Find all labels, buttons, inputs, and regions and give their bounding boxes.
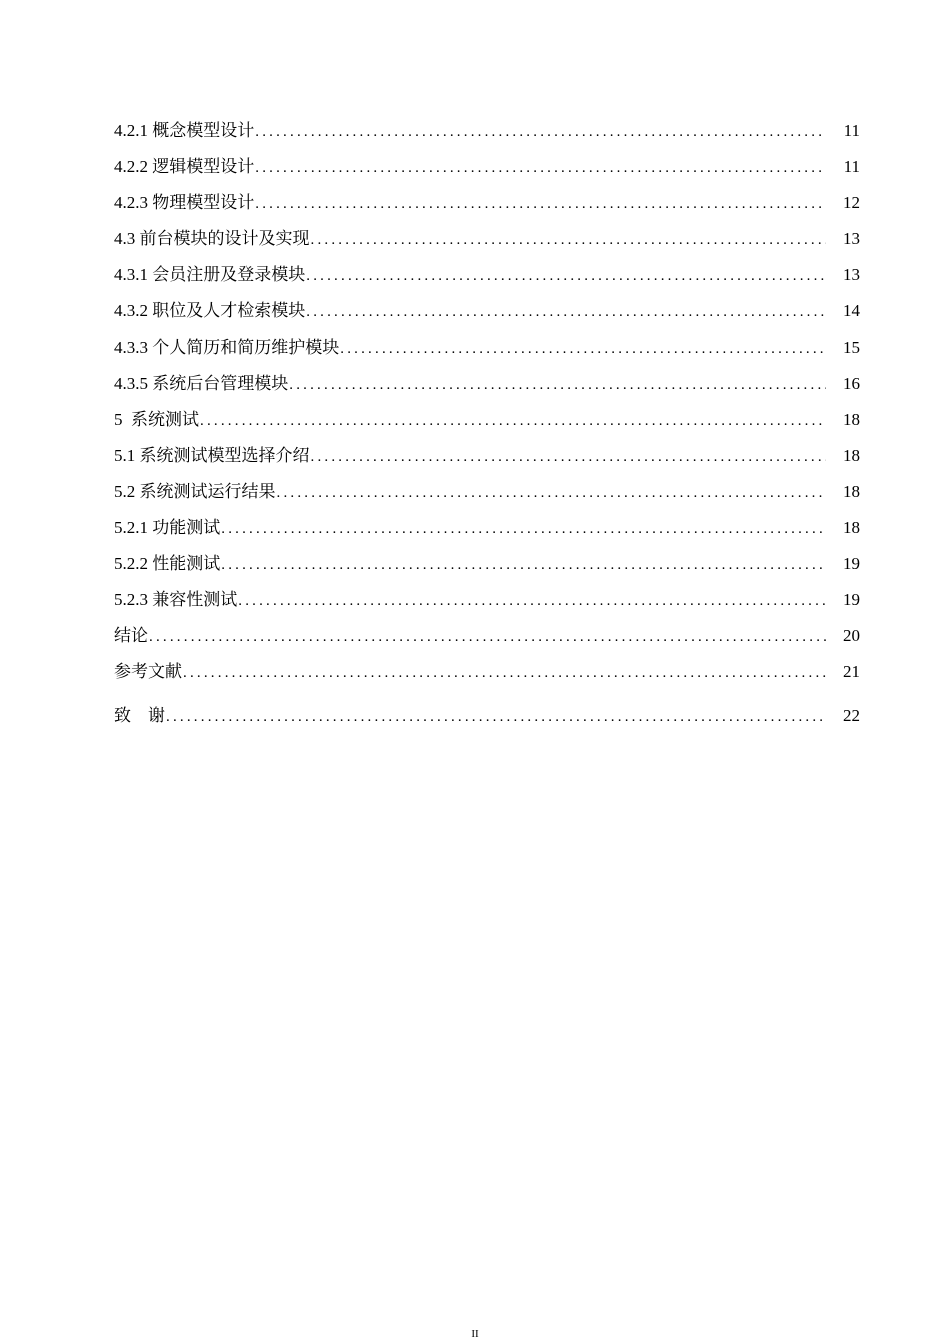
- toc-entry[interactable]: [114, 582, 860, 618]
- toc-entry-page: 18: [843, 481, 860, 501]
- toc-entry-page: 11: [843, 157, 860, 177]
- toc-dot-leader: [238, 583, 826, 619]
- toc-dot-leader: [221, 511, 826, 547]
- toc-dot-leader: [255, 186, 826, 222]
- toc-entry-page: 20: [843, 626, 860, 646]
- toc-dot-leader: [166, 692, 826, 742]
- toc-entry-page: 18: [843, 445, 860, 465]
- toc-entry-label: 5 系统测试: [114, 409, 199, 429]
- toc-entry[interactable]: [114, 330, 860, 366]
- toc-entry[interactable]: [114, 691, 860, 734]
- toc-entry-page: 14: [843, 301, 860, 321]
- toc-entry-page: 15: [843, 337, 860, 357]
- toc-dot-leader: [200, 403, 826, 439]
- toc-entry-page: 18: [843, 518, 860, 538]
- toc-entry[interactable]: [114, 546, 860, 582]
- toc-entry[interactable]: [114, 257, 860, 293]
- toc-entry-label: 5.2 系统测试运行结果: [114, 481, 276, 501]
- toc-entry-label: 4.3 前台模块的设计及实现: [114, 229, 310, 249]
- toc-dot-leader: [255, 150, 826, 186]
- toc-entry-label: 4.3.2 职位及人才检索模块: [114, 301, 306, 321]
- toc-entry-page: 19: [843, 590, 860, 610]
- toc-dot-leader: [311, 222, 827, 258]
- toc-entry-label: 结论: [114, 626, 148, 646]
- toc-entry-page: 19: [843, 554, 860, 574]
- toc-entry-page: 12: [843, 193, 860, 213]
- toc-entry[interactable]: [114, 221, 860, 257]
- toc-entry[interactable]: [114, 474, 860, 510]
- toc-entry-page: 18: [843, 409, 860, 429]
- toc-entry-label: 4.2.3 物理模型设计: [114, 193, 255, 213]
- toc-dot-leader: [255, 114, 826, 150]
- toc-entry[interactable]: [114, 402, 860, 438]
- toc-entry-label: 4.3.5 系统后台管理模块: [114, 373, 289, 393]
- toc-entry-label: 5.2.2 性能测试: [114, 554, 221, 574]
- toc-entry-label: 4.3.3 个人简历和简历维护模块: [114, 337, 340, 357]
- toc-entry[interactable]: [114, 185, 860, 221]
- toc-dot-leader: [149, 619, 826, 655]
- toc-entry-label: 5.1 系统测试模型选择介绍: [114, 445, 310, 465]
- toc-entry[interactable]: [114, 618, 860, 654]
- toc-dot-leader: [289, 367, 826, 403]
- toc-entry-page: 13: [843, 265, 860, 285]
- toc-entry-label: 4.2.1 概念模型设计: [114, 121, 255, 140]
- toc-entry-page: 21: [843, 662, 860, 682]
- toc-entry[interactable]: [114, 113, 860, 149]
- toc-entry-label: 5.2.3 兼容性测试: [114, 590, 238, 610]
- table-of-contents: [114, 113, 860, 734]
- toc-dot-leader: [340, 331, 826, 367]
- toc-entry[interactable]: [114, 438, 860, 474]
- toc-entry-page: 16: [843, 373, 860, 393]
- toc-entry-label: 4.3.1 会员注册及登录模块: [114, 265, 306, 285]
- toc-entry-page: 11: [843, 121, 860, 140]
- toc-entry-label: 参考文献: [114, 662, 182, 682]
- toc-entry-label: 致 谢: [114, 705, 165, 725]
- toc-dot-leader: [311, 439, 827, 475]
- toc-entry-page: 22: [843, 705, 860, 725]
- toc-dot-leader: [221, 547, 826, 583]
- toc-entry[interactable]: [114, 366, 860, 402]
- toc-entry[interactable]: [114, 149, 860, 185]
- toc-dot-leader: [306, 258, 826, 294]
- toc-entry-label: 5.2.1 功能测试: [114, 518, 221, 538]
- toc-dot-leader: [183, 655, 826, 691]
- toc-dot-leader: [306, 294, 826, 330]
- page-number: II: [471, 1328, 479, 1340]
- toc-dot-leader: [277, 475, 827, 511]
- toc-entry[interactable]: [114, 510, 860, 546]
- toc-entry-label: 4.2.2 逻辑模型设计: [114, 157, 255, 177]
- toc-entry-page: 13: [843, 229, 860, 249]
- toc-entry[interactable]: [114, 293, 860, 329]
- toc-entry[interactable]: [114, 654, 860, 690]
